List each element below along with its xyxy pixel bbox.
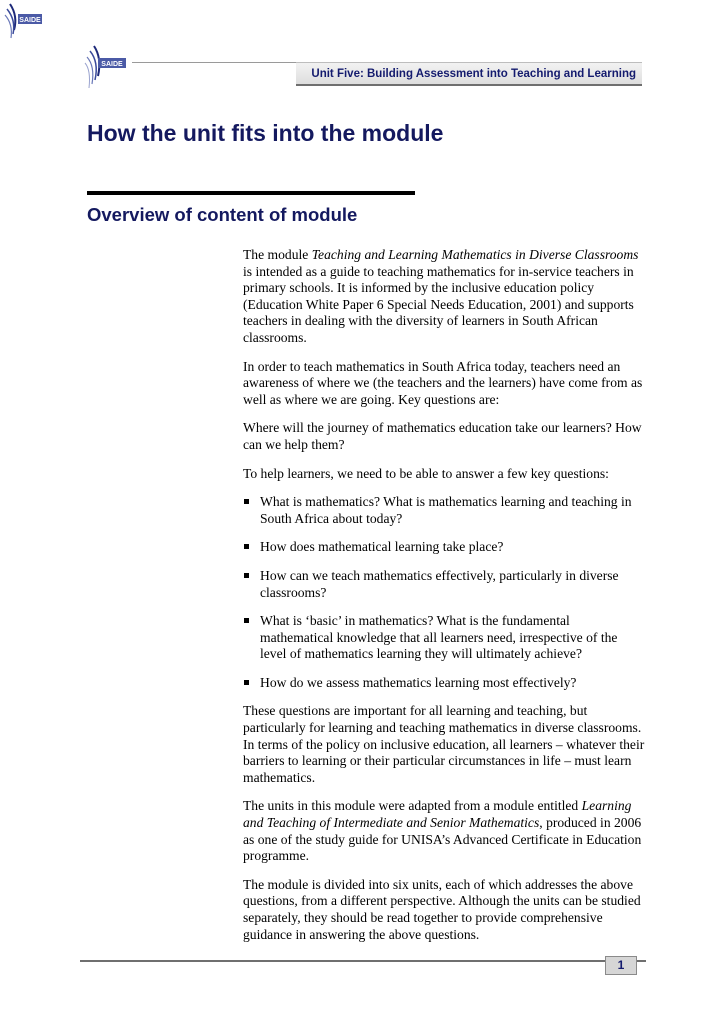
header-bar [296, 62, 642, 86]
page-number: 1 [605, 956, 637, 975]
paragraph-adapted: The units in this module were adapted from a module entitled Learning and Teaching of Intermediate and Senior Mathematics, produced in 2006 as one of the study guide for UNISA’s Advanced Certificate in Education programme. [243, 798, 642, 864]
header-title: Unit Five: Building Assessment into Teaching and Learning [311, 68, 636, 80]
body-text [243, 247, 645, 955]
corner-logo-text: SAIDE [19, 17, 41, 24]
section-heading: Overview of content of module [87, 204, 358, 225]
footer-rule [80, 960, 646, 962]
paragraph-awareness: In order to teach mathematics in South Africa today, teachers need an awareness of where we (the teachers and the learners) have come from as well as where we are going. Key questions are: [243, 358, 643, 407]
bullet-icon [244, 499, 249, 504]
list-item: What is mathematics? What is mathematics learning and teaching in South Africa about today? [243, 494, 645, 527]
saide-corner-logo-icon [4, 0, 44, 46]
heading-rule [87, 191, 415, 195]
unit-heading: How the unit fits into the module [87, 120, 444, 146]
bullet-icon [244, 618, 249, 623]
paragraph-importance: These questions are important for all learning and teaching, but particularly for learning and teaching mathematics in diverse classrooms. In terms of the policy on inclusive education, all learners – whatever their barriers to learning or their particular circumstances in life – must learn mathematics. [243, 703, 645, 785]
bullet-icon [244, 544, 249, 549]
bullet-icon [244, 680, 249, 685]
header-logo-text: SAIDE [101, 61, 123, 68]
paragraph-intro: The module Teaching and Learning Mathematics in Diverse Classrooms is intended as a guide to teaching mathematics for in-service teachers in primary schools. It is informed by the inclusive education policy (Education White Paper 6 Special Needs Education, 2001) and supports teachers in dealing with the diversity of learners in South African classrooms. [243, 247, 639, 345]
list-item: How can we teach mathematics effectively, particularly in diverse classrooms? [243, 568, 645, 601]
key-questions-list [243, 494, 645, 691]
paragraph-journey: Where will the journey of mathematics education take our learners? How can we help them? [243, 420, 642, 452]
bullet-icon [244, 573, 249, 578]
list-item: What is ‘basic’ in mathematics? What is the fundamental mathematical knowledge that all learners need, irrespective of the level of mathematics learning they will ultimately achieve? [243, 613, 645, 663]
list-item: How does mathematical learning take place? [243, 539, 645, 556]
saide-header-logo-icon [84, 44, 130, 94]
list-item: How do we assess mathematics learning most effectively? [243, 675, 645, 692]
paragraph-units: The module is divided into six units, each of which addresses the above questions, from a different perspective. Although the units can be studied separately, they should be read together to provide comprehensive guidance in answering the above questions. [243, 876, 641, 942]
header-bar-left [132, 62, 297, 83]
paragraph-key-questions: To help learners, we need to be able to answer a few key questions: [243, 465, 609, 481]
